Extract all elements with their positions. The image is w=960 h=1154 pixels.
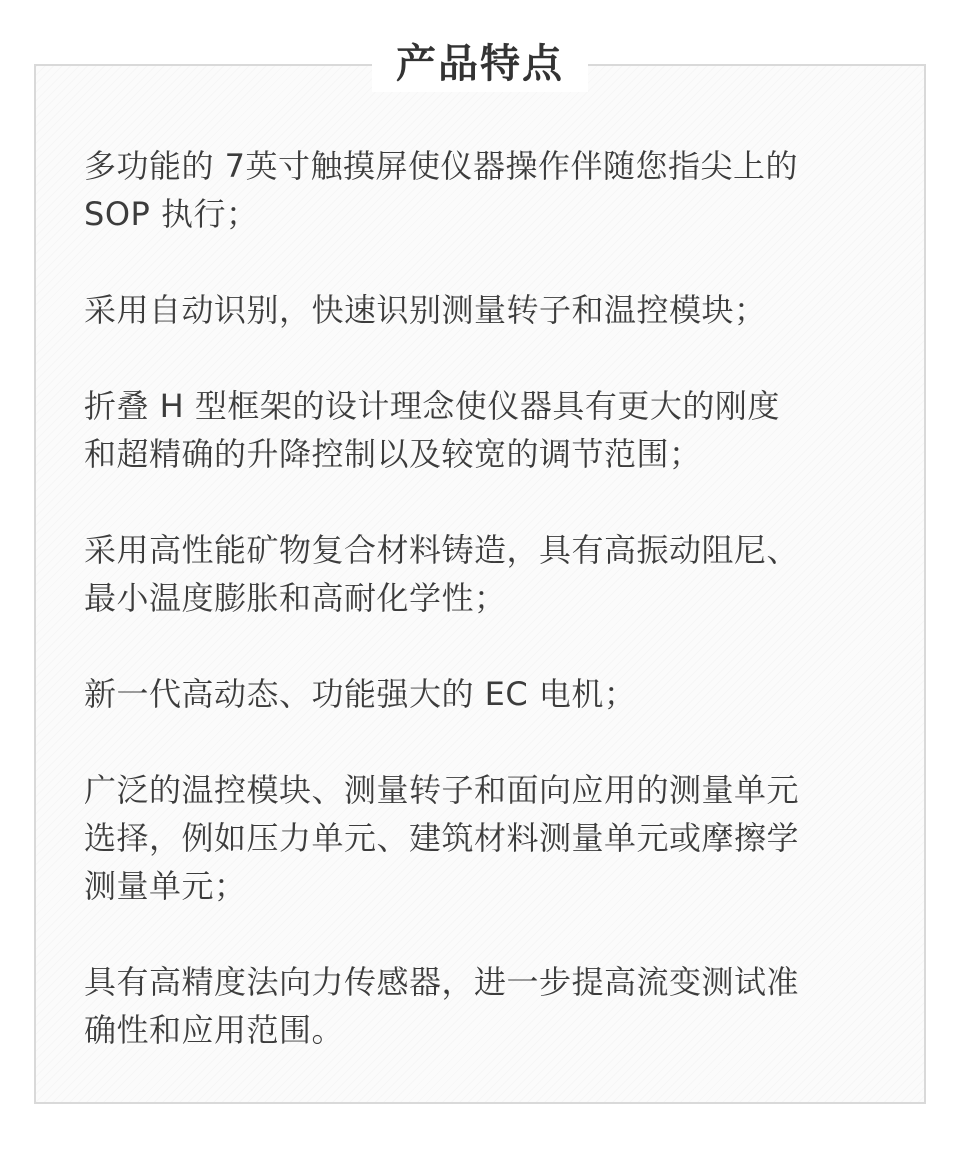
- feature-line: 采用自动识别，快速识别测量转子和温控模块；: [84, 291, 767, 329]
- feature-item-mineral-casting: [84, 526, 884, 622]
- feature-line: 多功能的 7英寸触摸屏使仪器操作伴随您指尖上的: [84, 147, 799, 185]
- feature-item-auto-recognition: [84, 286, 884, 334]
- feature-line: 确性和应用范围。: [84, 1011, 345, 1049]
- feature-item-h-frame: [84, 382, 884, 478]
- section-title: 产品特点: [396, 41, 564, 87]
- feature-line: 新一代高动态、功能强大的 EC 电机；: [84, 675, 637, 713]
- feature-line: SOP 执行；: [84, 195, 259, 233]
- feature-item-touchscreen: [84, 142, 884, 238]
- feature-line: 广泛的温控模块、测量转子和面向应用的测量单元: [84, 771, 800, 809]
- feature-line: 测量单元；: [84, 867, 247, 905]
- feature-list: [84, 142, 884, 1054]
- feature-line: 折叠 H 型框架的设计理念使仪器具有更大的刚度: [84, 387, 780, 425]
- feature-line: 选择，例如压力单元、建筑材料测量单元或摩擦学: [84, 819, 800, 857]
- feature-item-ec-motor: [84, 670, 884, 718]
- feature-line: 采用高性能矿物复合材料铸造，具有高振动阻尼、: [84, 531, 800, 569]
- feature-item-modules: [84, 766, 884, 910]
- feature-line: 最小温度膨胀和高耐化学性；: [84, 579, 507, 617]
- feature-item-normal-force-sensor: [84, 958, 884, 1054]
- section-header: [372, 36, 588, 92]
- feature-line: 具有高精度法向力传感器，进一步提高流变测试准: [84, 963, 800, 1001]
- feature-line: 和超精确的升降控制以及较宽的调节范围；: [84, 435, 702, 473]
